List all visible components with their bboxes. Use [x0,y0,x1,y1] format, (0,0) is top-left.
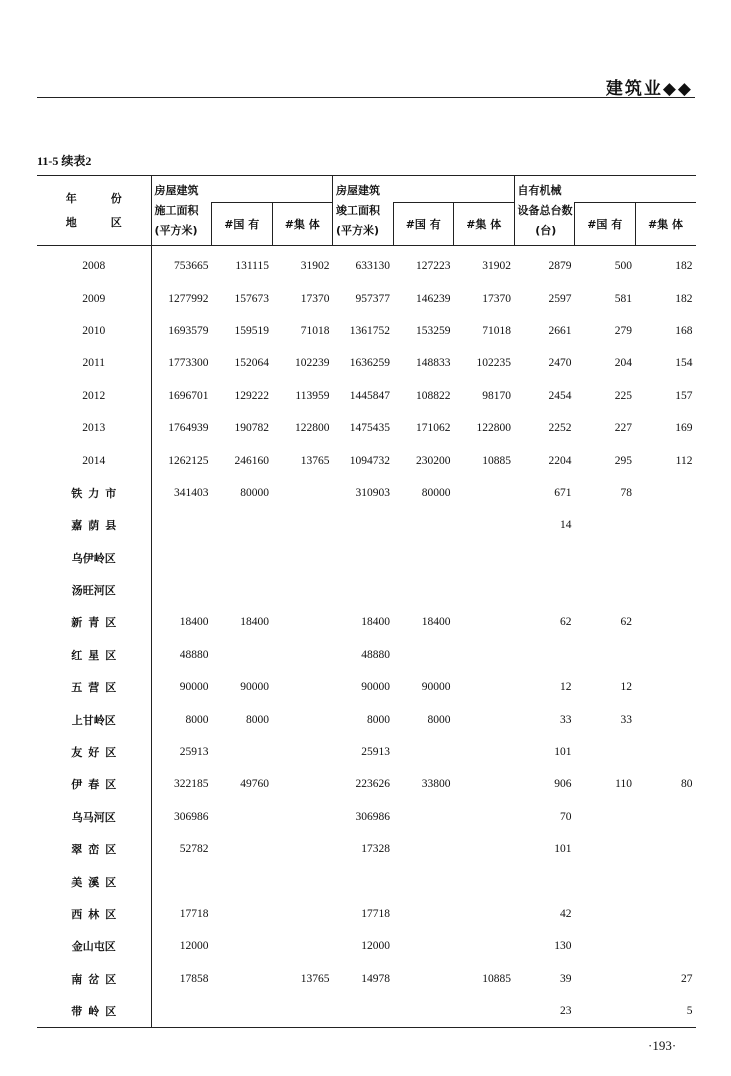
row-year: 2010 [37,315,151,347]
table-cell [635,833,696,865]
row-region: 友好区 [37,736,151,768]
table-cell: 14 [560,519,572,532]
table-cell [575,542,636,574]
table-cell [212,542,273,574]
table-cell [212,736,273,768]
table-row [37,865,696,897]
table-cell: 14978 [361,972,390,985]
table-cell [575,995,636,1028]
table-cell [333,995,394,1028]
row-year: 2013 [37,412,151,444]
table-cell: 131115 [235,260,269,273]
table-cell: 101 [554,843,572,856]
row-region: 带岭区 [37,995,151,1028]
table-row [37,736,696,768]
table-cell [212,833,273,865]
table-cell [454,801,515,833]
table-cell: 152064 [234,357,269,370]
group-header [151,176,212,246]
table-cell [635,930,696,962]
group-header-line: (平方米) [154,223,198,237]
row-year: 2011 [37,347,151,379]
table-row [37,380,696,412]
table-cell: 1693579 [168,324,209,337]
table-cell: 70 [560,810,572,823]
table-cell: 157673 [234,292,269,305]
table-cell: 17328 [361,843,390,856]
table-cell: 8000 [427,713,451,726]
table-cell [454,930,515,962]
table-cell [454,898,515,930]
table-cell [454,995,515,1028]
table-cell: 246160 [234,454,269,467]
table-cell [212,639,273,671]
table-cell: 31902 [300,260,330,273]
table-cell: 12000 [361,940,390,953]
table-row [37,282,696,314]
table-cell: 1475435 [349,422,390,435]
table-cell: 90000 [179,681,209,694]
table-cell: 18400 [361,616,390,629]
table-cell: 671 [554,486,572,499]
row-region: 伊春区 [37,768,151,800]
sub-header: #国 有 [212,203,273,246]
table-cell: 204 [614,357,632,370]
table-cell [151,865,212,897]
row-year: 2009 [37,282,151,314]
table-cell [393,898,454,930]
table-cell: 71018 [300,324,330,337]
group-header-spacer [212,176,333,203]
table-cell: 146239 [416,292,451,305]
table-cell: 23 [514,995,575,1028]
table-row [37,930,696,962]
table-cell: 110 [615,778,632,791]
statistics-table [37,175,696,1028]
group-header-spacer [393,176,514,203]
table-cell [151,995,212,1028]
table-cell [272,930,333,962]
row-region: 翠峦区 [37,833,151,865]
table-cell [635,736,696,768]
table-row [37,995,696,1028]
table-cell [272,801,333,833]
table-cell: 5 [635,995,696,1028]
sub-header: #国 有 [575,203,636,246]
table-cell [272,509,333,541]
table-cell [454,509,515,541]
table-cell: 295 [614,454,632,467]
row-region: 乌马河区 [37,801,151,833]
table-cell: 33 [620,713,632,726]
table-cell: 157 [675,389,693,402]
table-cell: 102235 [476,357,511,370]
table-cell: 2661 [548,324,572,337]
table-row [37,833,696,865]
table-cell [393,963,454,995]
table-row [37,963,696,995]
table-cell [393,639,454,671]
table-cell: 27 [681,972,693,985]
table-cell [635,865,696,897]
table-cell: 13765 [300,454,330,467]
table-cell: 80000 [240,486,269,499]
row-region: 红星区 [37,639,151,671]
table-cell [575,930,636,962]
row-region: 乌伊岭区 [37,542,151,574]
table-cell [454,736,515,768]
table-cell: 113959 [295,389,330,402]
table-row [37,606,696,638]
sub-header: #国 有 [393,203,454,246]
table-cell [635,606,696,638]
table-cell: 90000 [240,681,269,694]
table-cell: 227 [614,422,632,435]
group-header-line: 施工面积 [154,203,199,217]
table-cell [635,509,696,541]
table-cell [454,606,515,638]
table-cell [575,736,636,768]
table-cell [575,898,636,930]
table-cell: 906 [554,778,572,791]
table-cell: 62 [620,616,632,629]
table-cell: 80 [681,778,693,791]
group-header [514,176,575,246]
table-cell: 2252 [548,422,572,435]
table-cell: 18400 [240,616,269,629]
table-cell [272,768,333,800]
table-row [37,246,696,283]
table-cell: 13765 [300,972,330,985]
table-cell [272,833,333,865]
table-cell: 33800 [421,778,451,791]
table-cell [454,477,515,509]
table-row [37,703,696,735]
table-cell: 17718 [179,908,209,920]
row-region: 金山屯区 [37,930,151,962]
table-cell [575,574,636,606]
table-cell: 341403 [174,486,209,499]
row-region: 五营区 [37,671,151,703]
table-cell: 122800 [476,422,511,435]
row-region: 美溪区 [37,865,151,897]
table-cell [454,768,515,800]
table-cell [333,542,394,574]
table-cell: 2204 [548,454,572,467]
row-region: 西林区 [37,898,151,930]
group-header-line: 房屋建筑 [336,183,380,197]
table-cell: 18400 [421,616,451,629]
table-cell [575,833,636,865]
table-cell [272,606,333,638]
table-cell [393,833,454,865]
table-cell: 10885 [482,972,511,985]
table-cell: 12000 [179,940,209,953]
sub-header: #集 体 [272,203,333,246]
table-cell [393,995,454,1028]
table-cell: 2454 [548,389,572,402]
sub-header: #集 体 [635,203,696,246]
row-region: 铁力市 [37,477,151,509]
table-cell: 12 [560,681,572,694]
group-header-line: 竣工面积 [336,203,380,217]
table-cell [212,995,273,1028]
table-cell: 102239 [295,357,330,370]
table-cell [393,865,454,897]
table-cell [212,509,273,541]
table-cell [454,639,515,671]
table-cell: 1262125 [168,454,209,467]
table-cell [393,736,454,768]
table-cell: 112 [675,454,693,467]
table-cell: 168 [675,324,693,337]
table-cell: 1696701 [168,389,209,402]
table-cell [635,703,696,735]
table-cell: 1445847 [349,389,390,402]
table-cell [514,542,575,574]
table-cell: 33 [560,713,572,726]
table-cell [575,639,636,671]
table-cell [575,963,636,995]
table-cell: 2597 [548,292,572,305]
table-cell: 8000 [246,713,269,726]
table-cell: 10885 [482,454,511,467]
table-cell: 322185 [174,778,209,791]
table-cell: 80000 [421,486,451,499]
table-row [37,671,696,703]
table-cell: 169 [675,422,693,435]
table-cell: 12 [620,681,632,694]
table-cell: 230200 [416,454,451,467]
table-cell [635,671,696,703]
table-cell: 2470 [548,357,572,370]
table-cell [272,671,333,703]
row-region: 新青区 [37,606,151,638]
table-cell: 1636259 [349,357,390,370]
table-cell [575,509,636,541]
table-cell [454,865,515,897]
table-cell [272,995,333,1028]
table-cell [454,703,515,735]
table-cell [514,639,575,671]
table-cell: 957377 [355,292,390,305]
table-cell [212,898,273,930]
table-row [37,639,696,671]
table-cell: 171062 [416,422,451,435]
table-cell: 90000 [421,681,451,694]
table-cell: 129222 [234,389,269,402]
table-cell: 1764939 [168,422,209,435]
row-year: 2008 [37,246,151,283]
sub-header: #集 体 [454,203,515,246]
table-cell [212,801,273,833]
table-cell: 159519 [234,324,269,337]
group-header [333,176,394,246]
table-cell [212,963,273,995]
group-header-line: 房屋建筑 [154,183,199,197]
table-cell [151,574,212,606]
table-cell [151,509,212,541]
table-cell: 1773300 [168,357,209,370]
table-cell [272,477,333,509]
table-cell: 8000 [367,713,390,726]
table-cell [212,930,273,962]
table-row [37,898,696,930]
table-cell: 17858 [179,972,209,985]
table-cell: 2879 [548,260,572,273]
table-cell: 279 [614,324,632,337]
table-row [37,412,696,444]
table-row [37,768,696,800]
table-row [37,542,696,574]
group-header-line: 自有机械 [517,183,562,197]
table-cell [575,865,636,897]
table-cell [272,574,333,606]
row-region: 汤旺河区 [37,574,151,606]
table-cell: 190782 [234,422,269,435]
table-cell [272,736,333,768]
table-cell: 306986 [174,810,209,823]
row-region: 南岔区 [37,963,151,995]
table-row [37,477,696,509]
table-cell [454,833,515,865]
row-year: 2014 [37,444,151,476]
table-cell [393,509,454,541]
table-cell: 39 [560,972,572,985]
table-cell: 127223 [416,260,451,273]
group-header-line: (平方米) [336,223,380,237]
table-cell [333,509,394,541]
table-caption: 11-5 续表2 [37,154,92,168]
table-cell [635,542,696,574]
stub-header-line: 地 区 [65,215,122,229]
table-cell: 753665 [174,260,209,273]
header-rule [37,97,695,98]
table-cell: 148833 [416,357,451,370]
page-number: ·193· [648,1038,677,1053]
table-cell: 49760 [240,778,269,791]
table-row [37,574,696,606]
group-header-line: (台) [535,223,557,237]
table-cell: 48880 [179,648,209,661]
table-cell [454,574,515,606]
table-cell: 310903 [355,486,390,499]
table-cell: 17370 [482,292,511,305]
table-row [37,315,696,347]
table-cell: 122800 [295,422,330,435]
table-cell: 17370 [300,292,330,305]
table-cell: 90000 [361,681,390,694]
table-cell: 1361752 [349,324,390,337]
table-cell [151,542,212,574]
table-cell [454,671,515,703]
table-cell: 1277992 [168,292,209,305]
table-cell [333,865,394,897]
table-cell: 182 [675,260,693,273]
table-cell [393,542,454,574]
table-cell: 153259 [416,324,451,337]
row-year: 2012 [37,380,151,412]
table-cell: 223626 [355,778,390,791]
table-cell [514,865,575,897]
stub-header-line: 年 份 [65,191,122,205]
table-cell [272,703,333,735]
table-cell [635,639,696,671]
table-cell [635,801,696,833]
table-cell: 42 [560,908,572,920]
table-cell: 500 [614,260,632,273]
table-cell [272,898,333,930]
table-cell [393,574,454,606]
group-header-line: 设备总台数 [517,203,573,217]
table-cell [212,865,273,897]
table-row [37,509,696,541]
table-cell [272,865,333,897]
table-cell [333,574,394,606]
table-cell [393,930,454,962]
table-cell: 17718 [361,908,390,920]
table-cell [272,639,333,671]
table-cell: 225 [614,389,632,402]
row-region: 上甘岭区 [37,703,151,735]
table-cell: 633130 [355,260,390,273]
table-cell [272,542,333,574]
table-row [37,347,696,379]
table-cell: 78 [620,486,632,499]
table-cell [635,898,696,930]
table-cell: 98170 [482,389,511,402]
table-cell: 154 [675,357,693,370]
table-cell [454,542,515,574]
table-cell: 581 [614,292,632,305]
table-row [37,444,696,476]
table-cell: 48880 [361,648,390,661]
table-cell: 52782 [179,843,209,856]
table-cell: 101 [554,746,572,759]
table-cell: 182 [675,292,693,305]
table-cell: 130 [554,940,572,953]
table-cell: 25913 [179,746,209,759]
section-title: 建筑业◆◆ [605,79,693,99]
table-cell [635,574,696,606]
table-cell [575,801,636,833]
stub-header [37,176,151,246]
table-cell: 108822 [416,389,451,402]
table-row [37,801,696,833]
table-cell: 62 [560,616,572,629]
table-cell [635,477,696,509]
table-cell: 31902 [482,260,511,273]
row-region: 嘉荫县 [37,509,151,541]
group-header-spacer [575,176,696,203]
table-cell: 306986 [355,810,390,823]
table-cell [393,801,454,833]
table-cell: 18400 [179,616,209,629]
table-cell: 8000 [185,713,209,726]
table-cell: 71018 [482,324,511,337]
table-cell [212,574,273,606]
table-cell: 1094732 [349,454,390,467]
table-cell [514,574,575,606]
table-cell: 25913 [361,746,390,759]
